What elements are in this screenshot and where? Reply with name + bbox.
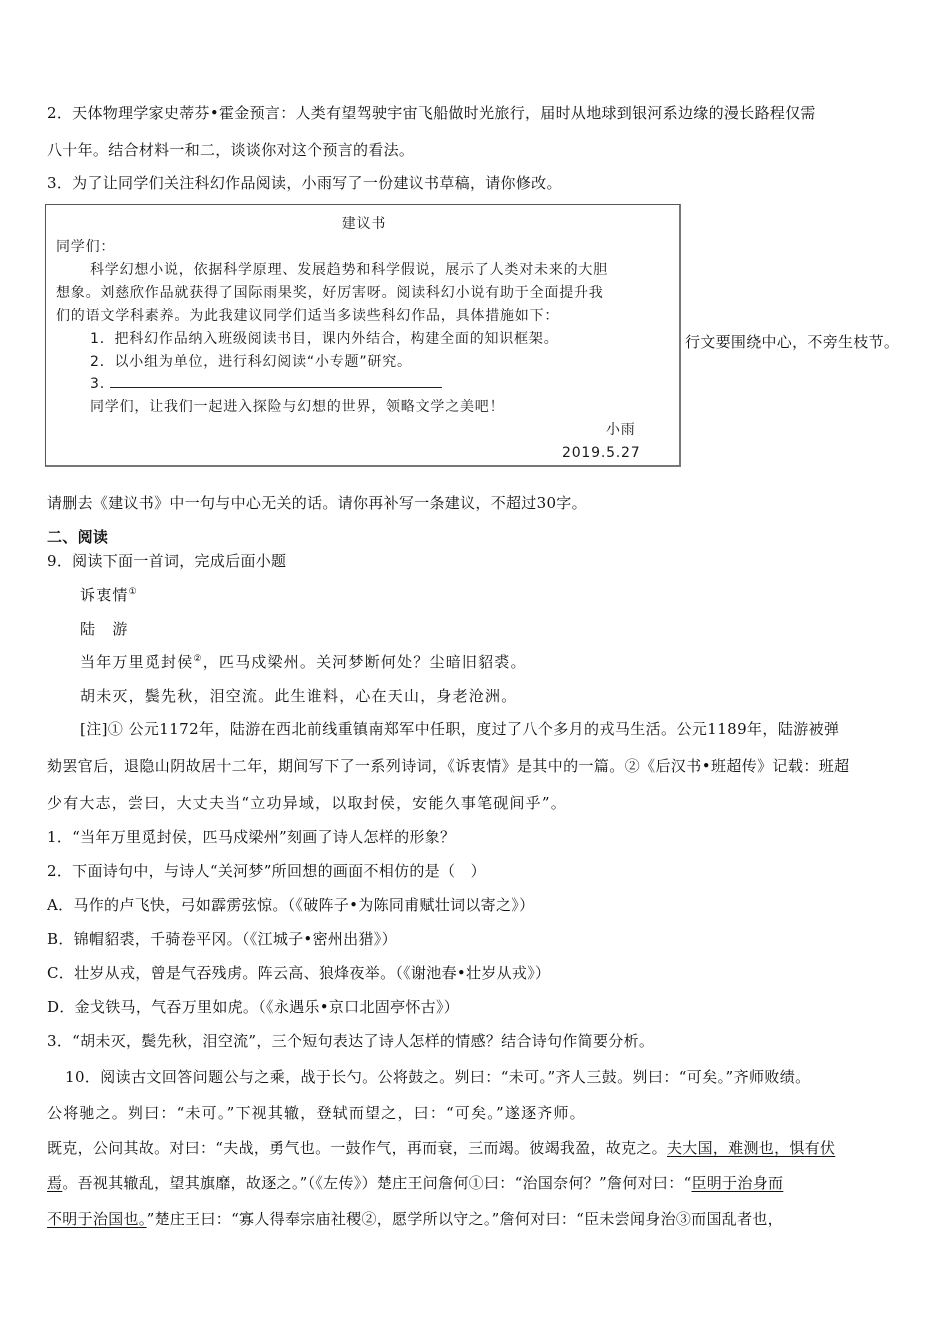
q2-text-line2: 八十年。结合材料一和二，谈谈你对这个预言的看法。 [47,141,415,159]
q10-line1: 10．阅读古文回答问题公与之乘，战于长勺。公将鼓之。刿曰：“未可。”齐人三鼓。刿曰：“可矣。”齐师败绩。 [65,1068,811,1086]
poem-verse1 [80,652,527,672]
proposal-para-line3: 们的语文学科素养。为此我建议同学们适当多读些科幻作品，具体措施如下： [56,308,560,324]
proposal-date: 2019.5.27 [562,445,641,461]
q9-option-c: C．壮岁从戎，曾是气吞残虏。阵云高、狼烽夜举。（《谢池春•壮岁从戎》） [47,964,551,982]
proposal-item2: 2．以小组为单位，进行科幻阅读“小专题”研究。 [90,354,412,370]
poem-title-text: 诉衷情 [80,586,129,604]
q10-line2: 公将驰之。刿曰：“未可。”下视其辙，登轼而望之，曰：“可矣。”遂逐齐师。 [47,1104,586,1122]
proposal-para-line1: 科学幻想小说，依据科学原理、发展趋势和科学假说，展示了人类对未来的大胆 [90,262,608,278]
q10-line5-text: ”楚庄王曰：“寡人得奉宗庙社稷②，愿学所以守之。”詹何对曰：“臣未尝闻身治③而国乱者也， [146,1210,783,1228]
proposal-signature: 小雨 [606,422,636,438]
proposal-title: 建议书 [341,216,387,232]
q2-text-line1: 2．天体物理学家史蒂芬•霍金预言：人类有望驾驶宇宙飞船做时光旅行，届时从地球到银河系边缘的漫长路程仅需 [47,104,816,122]
q10-underlined-phrase-2-end: 不明于治国也。 [47,1210,147,1228]
proposal-item3-label: 3. [90,376,105,392]
poem-author: 陆 游 [80,620,129,638]
note-line3: 少有大志，尝曰，大丈夫当“立功异域，以取封侯，安能久事笔砚间乎”。 [47,794,567,812]
note-line1: [注]① 公元1172年，陆游在西北前线重镇南郑军中任职，度过了八个多月的戎马生活。公元1189年，陆游被弹 [80,720,840,738]
poem-verse2: 胡未灭，鬓先秋，泪空流。此生谁料，心在天山，身老沧洲。 [80,687,518,705]
proposal-item1: 1．把科幻作品纳入班级阅读书目，课内外结合，构建全面的知识框架。 [90,331,559,347]
side-note: 行文要围绕中心，不旁生枝节。 [685,333,900,351]
proposal-item3 [90,375,442,393]
q10-line4 [47,1173,783,1193]
q9-sub3: 3．“胡未灭，鬓先秋，泪空流”，三个短句表达了诗人怎样的情感？结合诗句作简要分析。 [47,1032,655,1050]
q9-sub2: 2．下面诗句中，与诗人“关河梦”所回想的画面不相仿的是（ ） [47,862,486,880]
poem-verse1-footnote: ② [193,654,203,664]
proposal-greeting: 同学们： [56,239,116,255]
q9-intro: 9．阅读下面一首词，完成后面小题 [47,552,287,570]
note-line2: 劾罢官后，退隐山阴故居十二年，期间写下了一系列诗词，《诉衷情》是其中的一篇。②《后汉书•班超传》记载：班超 [47,757,850,775]
q10-line3 [47,1138,835,1158]
poem-verse1-b: ，匹马戍梁州。关河梦断何处？尘暗旧貂裘。 [202,653,527,671]
q10-line5 [47,1209,783,1229]
proposal-para-line2: 想象。刘慈欣作品就获得了国际雨果奖，好厉害呀。阅读科幻小说有助于全面提升我 [56,285,604,301]
q9-option-a: A．马作的卢飞快，弓如霹雳弦惊。（《破阵子•为陈同甫赋壮词以寄之》） [47,896,535,914]
poem-verse1-a: 当年万里觅封侯 [80,653,194,671]
proposal-item3-blank [110,375,442,388]
proposal-closing: 同学们，让我们一起进入探险与幻想的世界，领略文学之美吧！ [90,399,505,415]
q3-text: 3．为了让同学们关注科幻作品阅读，小雨写了一份建议书草稿，请你修改。 [47,174,562,192]
q3-task: 请删去《建议书》中一句与中心无关的话。请你再补写一条建议，不超过30字。 [47,494,587,512]
q10-line3-text: 既克，公问其故。对曰：“夫战，勇气也。一鼓作气，再而衰，三而竭。彼竭我盈，故克之。 [47,1139,667,1157]
poem-title [80,585,138,605]
q10-line4-text: 。吾视其辙乱，望其旗靡，故逐之。”（《左传》）楚庄王问詹何①曰：“治国奈何？”詹何对曰：“ [62,1174,692,1192]
q9-sub1: 1．“当年万里觅封侯，匹马戍梁州”刻画了诗人怎样的形象？ [47,828,456,846]
section-heading: 二、阅读 [47,528,109,546]
q10-underlined-phrase-2: 臣明于治身而 [691,1174,784,1192]
q10-underlined-phrase-1: 夫大国，难测也，惧有伏 [666,1139,836,1157]
q10-underlined-phrase-1-end: 焉 [47,1174,63,1192]
q9-option-b: B．锦帽貂裘，千骑卷平冈。（《江城子•密州出猎》） [47,930,397,948]
proposal-image [45,204,681,467]
q9-option-d: D．金戈铁马，气吞万里如虎。（《永遇乐•京口北固亭怀古》） [47,998,460,1016]
poem-title-footnote: ① [128,587,138,597]
